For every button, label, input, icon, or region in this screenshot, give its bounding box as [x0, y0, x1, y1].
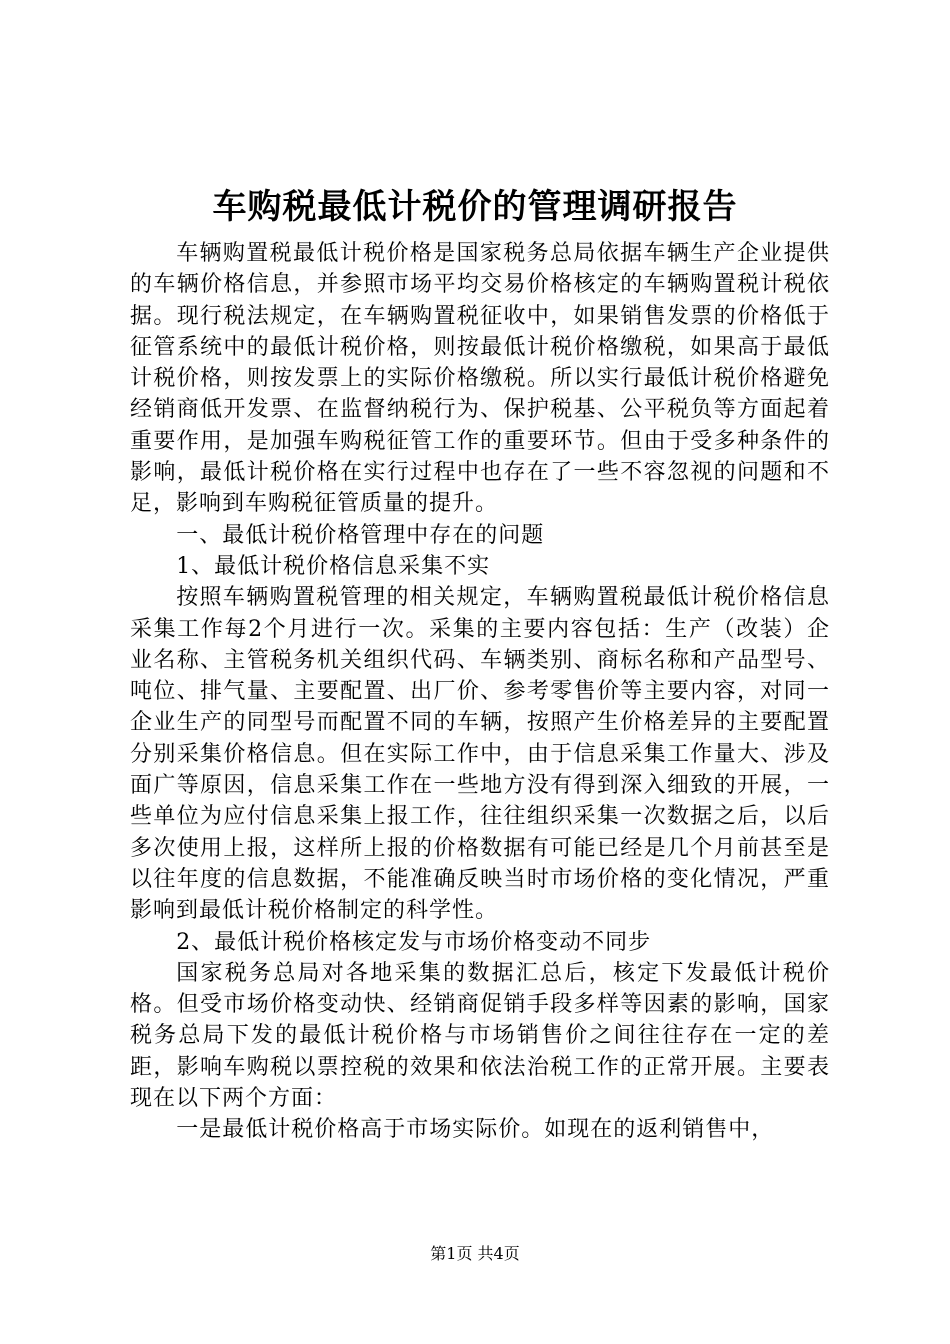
page-number-footer: 第1页 共4页 [430, 1244, 520, 1263]
document-body [130, 238, 830, 1146]
paragraph-info-collection: 按照车辆购置税管理的相关规定，车辆购置税最低计税价格信息采集工作每2个月进行一次。采集的主要内容包括：生产（改装）企业名称、主管税务机关组织代码、车辆类别、商标名称和产品型号、吨位、排气量、主要配置、出厂价、参考零售价等主要内容，对同一企业生产的同型号而配置不同的车辆，按照产生价格差异的主要配置分别采集价格信息。但在实际工作中，由于信息采集工作量大、涉及面广等原因，信息采集工作在一些地方没有得到深入细致的开展，一些单位为应付信息采集上报工作，往往组织采集一次数据之后，以后多次使用上报，这样所上报的价格数据有可能已经是几个月前甚至是以往年度的信息数据，不能准确反映当时市场价格的变化情况，严重影响到最低计税价格制定的科学性。 [130, 585, 830, 924]
document-title: 车购税最低计税价的管理调研报告 [212, 187, 738, 227]
subsection-heading-1: 1、最低计税价格信息采集不实 [176, 553, 491, 579]
section-heading-problems: 一、最低计税价格管理中存在的问题 [176, 522, 545, 548]
paragraph-intro: 车辆购置税最低计税价格是国家税务总局依据车辆生产企业提供的车辆价格信息，并参照市场平均交易价格核定的车辆购置税计税依据。现行税法规定，在车辆购置税征收中，如果销售发票的价格低于征管系统中的最低计税价格，则按最低计税价格缴税，如果高于最低计税价格，则按发票上的实际价格缴税。所以实行最低计税价格避免经销商低开发票、在监督纳税行为、保护税基、公平税负等方面起着重要作用，是加强车购税征管工作的重要环节。但由于受多种条件的影响，最低计税价格在实行过程中也存在了一些不容忽视的问题和不足，影响到车购税征管质量的提升。 [130, 241, 830, 517]
paragraph-first-point: 一是最低计税价格高于市场实际价。如现在的返利销售中， [176, 1117, 775, 1143]
paragraph-price-sync: 国家税务总局对各地采集的数据汇总后，核定下发最低计税价格。但受市场价格变动快、经销商促销手段多样等因素的影响，国家税务总局下发的最低计税价格与市场销售价之间往往存在一定的差距，影响车购税以票控税的效果和依法治税工作的正常开展。主要表现在以下两个方面： [130, 960, 830, 1112]
subsection-heading-2: 2、最低计税价格核定发与市场价格变动不同步 [176, 929, 652, 955]
